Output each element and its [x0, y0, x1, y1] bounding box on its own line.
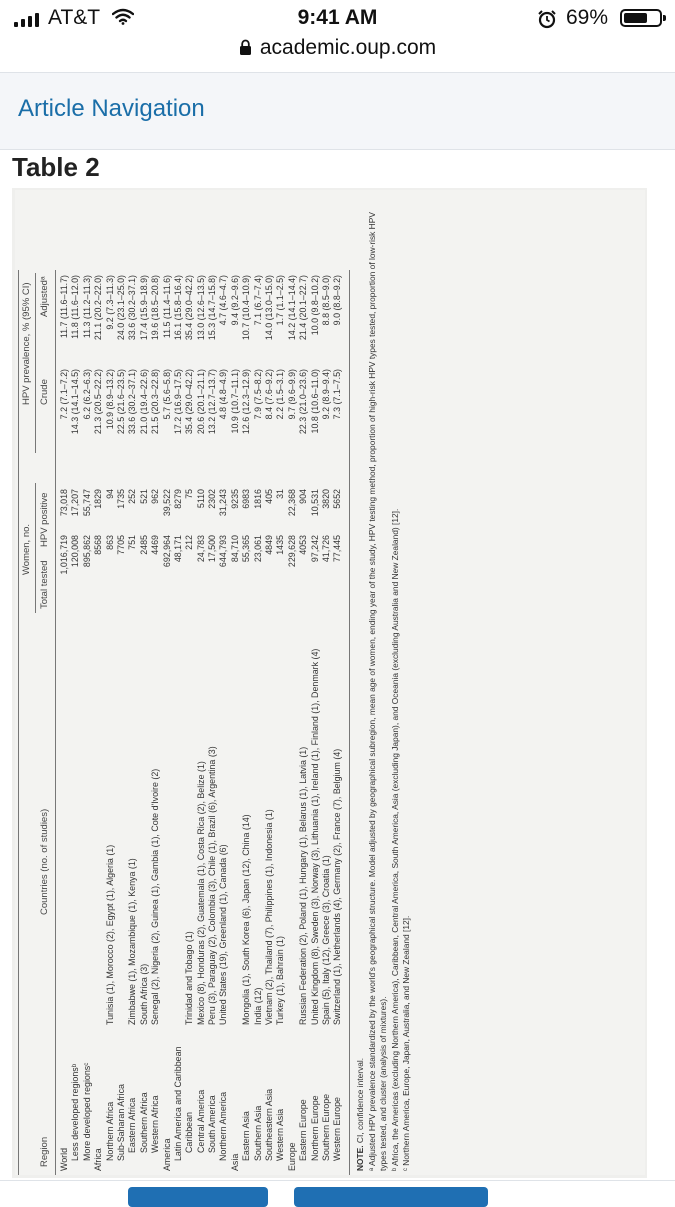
total-tested-cell: 55,365	[241, 535, 252, 563]
column-header-hpv-positive: HPV positive	[39, 492, 50, 547]
table-row	[298, 190, 309, 1175]
total-tested-cell: 120,008	[70, 535, 81, 568]
countries-cell: Mongolia (1), South Korea (6), Japan (12), China (14)	[241, 814, 252, 1025]
total-tested-cell: 692,964	[161, 535, 172, 568]
region-cell: Western Asia	[275, 1108, 286, 1161]
crude-prevalence-cell: 22.3 (21.0–23.6)	[298, 369, 309, 435]
column-header-crude: Crude	[39, 379, 50, 405]
adjusted-prevalence-cell: 35.4 (29.0–42.2)	[184, 275, 195, 341]
table-row	[116, 190, 127, 1175]
hpv-positive-cell: 10,531	[309, 489, 320, 517]
countries-cell: Switzerland (1), Netherlands (4), Germany (2), France (7), Belgium (4)	[332, 748, 343, 1025]
column-header-region: Region	[39, 1136, 50, 1167]
footnote-c: ᶜ Northern America, Europe, Japan, Australia, and New Zealand [12].	[401, 915, 411, 1171]
lock-icon	[239, 38, 252, 62]
status-bar	[0, 0, 675, 72]
countries-cell: Zimbabwe (1), Mozambique (1), Kenya (1)	[127, 858, 138, 1025]
region-cell: Europe	[286, 1142, 297, 1171]
hpv-positive-cell: 2302	[207, 489, 218, 509]
crude-prevalence-cell: 22.5 (21.6–23.5)	[115, 369, 126, 435]
region-cell: More developed regionsᶜ	[81, 1062, 92, 1161]
total-tested-cell: 644,793	[218, 535, 229, 568]
total-tested-cell: 41,726	[320, 535, 331, 563]
adjusted-prevalence-cell: 21.1 (20.2–22.0)	[93, 275, 104, 341]
countries-cell: United States (19), Greenland (1), Canada (6)	[218, 844, 229, 1025]
crude-prevalence-cell: 2.2 (1.5–3.1)	[275, 369, 286, 420]
region-cell: Central America	[195, 1089, 206, 1153]
hpv-header-rule	[35, 273, 36, 453]
table-row	[150, 190, 161, 1175]
adjusted-prevalence-cell: 9.2 (7.3–11.3)	[104, 275, 115, 330]
divider	[0, 1180, 675, 1181]
table-row	[93, 190, 104, 1175]
hpv-positive-cell: 17,207	[70, 489, 81, 517]
battery-icon	[620, 9, 662, 27]
adjusted-prevalence-cell: 8.8 (8.5–9.0)	[320, 275, 331, 326]
table-row	[105, 190, 116, 1175]
crude-prevalence-cell: 7.3 (7.1–7.5)	[332, 369, 343, 420]
hpv-positive-cell: 521	[138, 489, 149, 504]
hpv-positive-cell: 5110	[195, 489, 206, 509]
crude-prevalence-cell: 7.9 (7.5–8.2)	[252, 369, 263, 420]
hpv-positive-cell: 55,747	[81, 489, 92, 517]
next-button[interactable]	[294, 1187, 488, 1207]
hpv-positive-cell: 904	[298, 489, 309, 504]
url-text: academic.oup.com	[259, 36, 437, 59]
total-tested-cell: 212	[184, 535, 195, 550]
table-row	[162, 190, 173, 1175]
crude-prevalence-cell: 4.8 (4.8–4.9)	[218, 369, 229, 420]
adjusted-prevalence-cell: 14.2 (14.1–14.4)	[286, 275, 297, 341]
table-row	[139, 190, 150, 1175]
table-row	[321, 190, 332, 1175]
hpv-positive-cell: 3820	[320, 489, 331, 509]
adjusted-prevalence-cell: 11.5 (11.4–11.6)	[161, 275, 172, 339]
total-tested-cell: 24,783	[195, 535, 206, 563]
adjusted-prevalence-cell: 33.6 (30.2–37.1)	[127, 275, 138, 341]
region-cell: Eastern Africa	[127, 1097, 138, 1153]
crude-prevalence-cell: 20.6 (20.1–21.1)	[195, 369, 206, 435]
countries-cell: Turkey (1), Bahrain (1)	[275, 936, 286, 1025]
column-header-total-tested: Total tested	[39, 560, 50, 609]
hpv-positive-cell: 405	[264, 489, 275, 504]
adjusted-prevalence-cell: 11.7 (11.6–11.7)	[59, 275, 69, 339]
region-cell: Northern America	[218, 1091, 229, 1161]
crude-prevalence-cell: 13.2 (12.7–13.7)	[207, 369, 218, 435]
region-cell: Northern Europe	[309, 1095, 320, 1161]
hpv-positive-cell: 6983	[241, 489, 252, 509]
hpv-positive-cell: 22,368	[286, 489, 297, 517]
total-tested-cell: 77,445	[332, 535, 343, 563]
footnote-b: ᵇ Africa, the Americas (excluding Northern America), Caribbean, Central America, South America, Asia (excluding Japan), and Oceania (excluding Australia and New Zealand) [12].	[389, 508, 400, 1171]
total-tested-cell: 751	[127, 535, 138, 550]
total-tested-cell: 7705	[115, 535, 126, 555]
table-title: Table 2	[12, 152, 100, 182]
battery-percent: 69%	[566, 6, 609, 29]
countries-cell: South Africa (3)	[138, 963, 149, 1025]
total-tested-cell: 84,710	[229, 535, 240, 563]
crude-prevalence-cell: 9.7 (9.6–9.9)	[286, 369, 297, 420]
crude-prevalence-cell: 8.4 (7.6–9.2)	[264, 369, 275, 420]
table-row	[230, 190, 241, 1175]
total-tested-cell: 4053	[298, 535, 309, 555]
table-body	[59, 190, 344, 1175]
table-row	[264, 190, 275, 1175]
clock: 9:41 AM	[297, 6, 378, 29]
hpv-positive-cell: 31,243	[218, 489, 229, 517]
region-cell: Caribbean	[184, 1112, 195, 1153]
countries-cell: Russian Federation (2), Poland (1), Hungary (1), Belarus (1), Latvia (1)	[298, 746, 309, 1025]
table-top-rule	[18, 270, 19, 1175]
region-cell: World	[59, 1147, 69, 1171]
note-text: CI, confidence interval.	[355, 1057, 365, 1144]
region-cell: Western Europe	[332, 1097, 343, 1161]
region-cell: America	[161, 1138, 172, 1171]
region-cell: Southern Africa	[138, 1092, 149, 1153]
hpv-positive-cell: 75	[184, 489, 195, 499]
rotated-table	[15, 190, 645, 1175]
region-cell: Sub-Saharan Africa	[115, 1084, 126, 1161]
total-tested-cell: 17,500	[207, 535, 218, 563]
adjusted-prevalence-cell: 4.7 (4.6–4.7)	[218, 275, 229, 326]
header-bottom-rule	[55, 270, 56, 1175]
women-header-rule	[35, 483, 36, 613]
countries-cell: United Kingdom (8), Sweden (3), Norway (3), Lithuania (1), Ireland (1), Finland (1), Denmark (4)	[309, 648, 320, 1025]
total-tested-cell: 1,016,719	[59, 535, 69, 575]
address-bar[interactable]	[0, 36, 675, 62]
table-row	[207, 190, 218, 1175]
region-cell: Northern Africa	[104, 1101, 115, 1161]
region-cell: Southeastern Asia	[264, 1088, 275, 1161]
countries-cell: India (12)	[252, 987, 263, 1025]
adjusted-prevalence-cell: 7.1 (6.7–7.4)	[252, 275, 263, 326]
hpv-positive-cell: 39,522	[161, 489, 172, 517]
total-tested-cell: 8568	[93, 535, 104, 555]
table-row	[196, 190, 207, 1175]
region-cell: Eastern Asia	[241, 1111, 252, 1161]
table-row	[241, 190, 252, 1175]
table-image[interactable]	[12, 188, 647, 1178]
table-row	[218, 190, 229, 1175]
crude-prevalence-cell: 10.8 (10.6–11.0)	[309, 369, 320, 434]
previous-button[interactable]	[128, 1187, 268, 1207]
hpv-positive-cell: 8279	[172, 489, 183, 509]
adjusted-prevalence-cell: 24.0 (23.1–25.0)	[115, 275, 126, 341]
crude-prevalence-cell: 21.3 (20.5–22.2)	[93, 369, 104, 435]
adjusted-prevalence-cell: 21.4 (20.1–22.7)	[298, 275, 309, 341]
alarm-icon	[537, 9, 557, 34]
hpv-positive-cell: 94	[104, 489, 115, 499]
hpv-positive-cell: 73,018	[59, 489, 69, 517]
countries-cell: Peru (3), Paraguay (2), Colombia (3), Chile (1), Brazil (6), Argentina (3)	[207, 746, 218, 1025]
table-row	[127, 190, 138, 1175]
table-row	[275, 190, 286, 1175]
region-cell: Southern Europe	[320, 1093, 331, 1161]
crude-prevalence-cell: 7.2 (7.1–7.2)	[59, 369, 69, 420]
footnote-note	[355, 201, 367, 1171]
total-tested-cell: 23,061	[252, 535, 263, 563]
total-tested-cell: 48,171	[172, 535, 183, 563]
total-tested-cell: 229,628	[286, 535, 297, 568]
countries-cell: Mexico (8), Honduras (2), Guatemala (1), Costa Rica (2), Belize (1)	[195, 761, 206, 1025]
article-navigation-link[interactable]: Article Navigation	[18, 95, 205, 122]
adjusted-prevalence-cell: 11.8 (11.6–12.0)	[70, 275, 81, 339]
table-row	[287, 190, 298, 1175]
hpv-positive-cell: 1829	[93, 489, 104, 509]
hpv-group-header: HPV prevalence, % (95% CI)	[21, 282, 32, 405]
region-cell: Eastern Europe	[298, 1099, 309, 1161]
total-tested-cell: 1435	[275, 535, 286, 555]
hpv-positive-cell: 1816	[252, 489, 263, 509]
crude-prevalence-cell: 10.9 (8.9–13.2)	[104, 369, 115, 430]
region-cell: Southern Asia	[252, 1105, 263, 1161]
table-row	[59, 190, 70, 1175]
hpv-positive-cell: 31	[275, 489, 286, 499]
table-row	[82, 190, 93, 1175]
adjusted-prevalence-cell: 13.0 (12.6–13.5)	[195, 275, 206, 341]
countries-cell: Vietnam (2), Thailand (7), Philippines (1), Indonesia (1)	[264, 809, 275, 1025]
adjusted-prevalence-cell: 14.0 (13.0–15.0)	[264, 275, 275, 341]
table-bottom-rule	[349, 270, 350, 1175]
adjusted-prevalence-cell: 17.4 (15.9–18.9)	[138, 275, 149, 341]
total-tested-cell: 2485	[138, 535, 149, 555]
carrier-name: AT&T	[48, 6, 101, 29]
region-cell: Asia	[229, 1153, 240, 1171]
women-group-header: Women, no.	[21, 523, 32, 575]
total-tested-cell: 863	[104, 535, 115, 550]
adjusted-prevalence-cell: 10.0 (9.8–10.2)	[309, 275, 320, 336]
crude-prevalence-cell: 9.2 (8.9–9.4)	[320, 369, 331, 420]
countries-cell: Senegal (2), Nigeria (2), Guinea (1), Gambia (1), Cote d'Ivoire (2)	[150, 768, 161, 1025]
countries-cell: Tunisia (1), Morocco (2), Egypt (1), Algeria (1)	[104, 844, 115, 1025]
region-cell: Africa	[93, 1148, 104, 1171]
countries-cell: Spain (5), Italy (12), Greece (3), Croatia (1)	[320, 855, 331, 1025]
hpv-positive-cell: 1735	[115, 489, 126, 509]
table-row	[310, 190, 321, 1175]
adjusted-prevalence-cell: 19.6 (18.5–20.8)	[150, 275, 161, 341]
region-cell: Less developed regionsᵇ	[70, 1063, 81, 1161]
crude-prevalence-cell: 17.2 (16.9–17.5)	[172, 369, 183, 435]
note-label: NOTE.	[355, 1145, 365, 1171]
total-tested-cell: 4849	[264, 535, 275, 555]
hpv-positive-cell: 252	[127, 489, 138, 504]
crude-prevalence-cell: 12.6 (12.3–12.9)	[241, 369, 252, 435]
crude-prevalence-cell: 21.0 (19.4–22.6)	[138, 369, 149, 435]
total-tested-cell: 895,862	[81, 535, 92, 568]
crude-prevalence-cell: 21.5 (20.3–22.8)	[150, 369, 161, 435]
hpv-positive-cell: 962	[150, 489, 161, 504]
region-cell: Western Africa	[150, 1095, 161, 1153]
table-row	[70, 190, 81, 1175]
article-navigation-bar	[0, 72, 675, 150]
table-row	[173, 190, 184, 1175]
crude-prevalence-cell: 6.2 (6.2–6.3)	[81, 369, 92, 420]
crude-prevalence-cell: 35.4 (29.0–42.2)	[184, 369, 195, 435]
adjusted-prevalence-cell: 9.0 (8.8–9.2)	[332, 275, 343, 326]
region-cell: Latin America and Caribbean	[172, 1046, 183, 1161]
crude-prevalence-cell: 14.3 (14.1–14.5)	[70, 369, 81, 435]
adjusted-prevalence-cell: 9.4 (9.2–9.6)	[229, 275, 240, 326]
table-row	[332, 190, 343, 1175]
footnote-a: ᵃ Adjusted HPV prevalence standardized by the world's geographical structure. Model adjusted by geographical subregion, mean age of women, ending year of the study, HPV testing method, proportion of high-risk HPV types tested, proportion of low-risk HPV types tested, and cluster (analysis of mixtures).	[366, 212, 388, 1171]
adjusted-prevalence-cell: 1.7 (1.1–2.5)	[275, 275, 286, 326]
table-row	[253, 190, 264, 1175]
total-tested-cell: 4469	[150, 535, 161, 555]
hpv-positive-cell: 5652	[332, 489, 343, 509]
table-row	[184, 190, 195, 1175]
countries-cell: Trinidad and Tobago (1)	[184, 931, 195, 1025]
region-cell: South America	[207, 1095, 218, 1153]
column-header-countries: Countries (no. of studies)	[39, 808, 50, 915]
adjusted-prevalence-cell: 11.3 (11.2–11.3)	[81, 275, 92, 339]
hpv-positive-cell: 9235	[229, 489, 240, 509]
adjusted-prevalence-cell: 10.7 (10.4–10.9)	[241, 275, 252, 341]
crude-prevalence-cell: 5.7 (5.6–5.8)	[161, 369, 172, 420]
adjusted-prevalence-cell: 16.1 (15.8–16.4)	[172, 275, 183, 341]
crude-prevalence-cell: 33.6 (30.2–37.1)	[127, 369, 138, 435]
table-footnotes	[355, 201, 413, 1171]
adjusted-prevalence-cell: 15.3 (14.7–15.8)	[207, 275, 218, 341]
crude-prevalence-cell: 10.9 (10.7–11.1)	[229, 369, 240, 434]
column-header-adjusted: Adjustedᵃ	[39, 276, 50, 317]
total-tested-cell: 97,242	[309, 535, 320, 563]
